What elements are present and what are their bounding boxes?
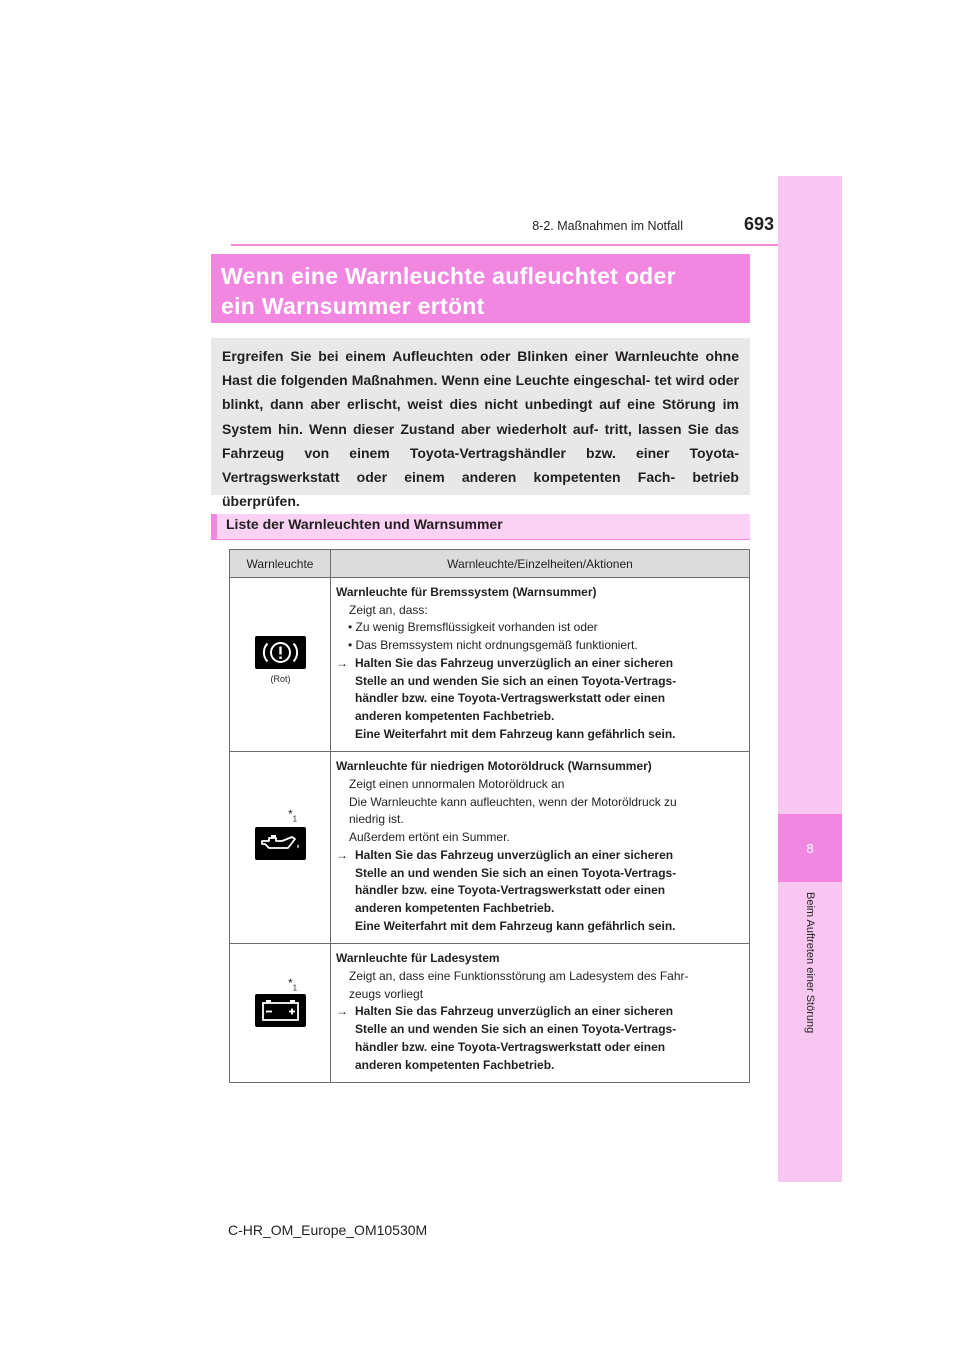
- intro-line: einer Toyota-Vertragswerkstatt oder einem anderen kompetenten Fach-: [222, 444, 739, 486]
- details-cell: [331, 578, 750, 752]
- chapter-title: Beim Auftreten einer Störung: [804, 892, 816, 1034]
- icon-cell: [230, 752, 331, 944]
- table-row: [230, 752, 750, 944]
- oil-pressure-icon: [255, 827, 306, 860]
- action-line: Stelle an und wenden Sie sich an einen Toyota-Vertrags-: [355, 1022, 677, 1037]
- bullet-text: Zu wenig Bremsflüssigkeit vorhanden ist oder: [355, 620, 598, 635]
- row-title: Warnleuchte für Bremssystem (Warnsummer): [336, 585, 597, 599]
- footnote-mark: $*_1$: [288, 807, 298, 824]
- action-line: → Halten Sie das Fahrzeug unverzüglich an einer sicheren: [336, 1003, 741, 1021]
- icon-cell: [230, 578, 331, 752]
- intro-line: eine Störung im System hin. Wenn dieser Zustand aber wiederholt auf-: [222, 396, 739, 437]
- warning-line: Eine Weiterfahrt mit dem Fahrzeug kann gefährlich sein.: [355, 726, 676, 741]
- arrow-right-icon: →: [336, 1004, 348, 1019]
- page-title-line-1: Wenn eine Warnleuchte aufleuchtet oder: [221, 263, 676, 289]
- row-detail: Die Warnleuchte kann aufleuchten, wenn der Motoröldruck zu: [349, 794, 677, 809]
- action-line: anderen kompetenten Fachbetrieb.: [355, 1057, 555, 1072]
- row-detail: Zeigt einen unnormalen Motoröldruck an: [349, 777, 565, 792]
- row-detail: Zeigt an, dass eine Funktionsstörung am Ladesystem des Fahr-: [349, 969, 689, 984]
- details-cell: [331, 944, 750, 1083]
- intro-line: tet wird oder blinkt, dann aber erlischt, weist dies nicht unbedingt auf: [222, 372, 739, 413]
- chapter-number: 8: [806, 840, 814, 856]
- action-line: Stelle an und wenden Sie sich an einen Toyota-Vertrags-: [355, 865, 677, 880]
- intro-text: [222, 344, 739, 513]
- battery-charging-icon: [255, 994, 306, 1027]
- action-line: → Halten Sie das Fahrzeug unverzüglich an einer sicheren: [336, 655, 741, 673]
- arrow-right-icon: →: [336, 655, 348, 670]
- list-subheading: Liste der Warnleuchten und Warnsummer: [211, 514, 750, 540]
- intro-line: Ergreifen Sie bei einem Aufleuchten oder Blinken einer Warnleuchte: [222, 348, 699, 364]
- chapter-side-tab: [778, 176, 842, 1182]
- intro-line: betrieb überprüfen.: [222, 469, 739, 510]
- bullet-text: Das Bremssystem nicht ordnungsgemäß funktioniert.: [355, 638, 638, 653]
- table-row: [230, 578, 750, 752]
- document-footer: C-HR_OM_Europe_OM10530M: [228, 1222, 428, 1238]
- row-detail: Zeigt an, dass:: [349, 602, 428, 617]
- chapter-number-block: [778, 814, 842, 882]
- page-title-box: [211, 254, 750, 323]
- table-header-row: [230, 550, 750, 578]
- icon-cell: [230, 944, 331, 1083]
- page-title: [221, 261, 740, 321]
- brake-warning-icon: [255, 636, 306, 669]
- row-title: Warnleuchte für niedrigen Motoröldruck (Warnsummer): [336, 759, 652, 774]
- footnote-mark: $*_1$: [288, 976, 298, 993]
- page-number: 693: [743, 214, 774, 234]
- details-cell: [331, 752, 750, 944]
- warning-light-table: [229, 549, 750, 1083]
- action-line: händler bzw. eine Toyota-Vertragswerkstatt oder einen: [355, 883, 666, 898]
- row-detail: zeugs vorliegt: [349, 986, 424, 1001]
- section-header: 8-2. Maßnahmen im Notfall: [532, 219, 683, 233]
- header-divider: [231, 244, 778, 246]
- warning-line: Eine Weiterfahrt mit dem Fahrzeug kann gefährlich sein.: [355, 918, 676, 933]
- column-header-light: Warnleuchte: [230, 550, 331, 578]
- page-title-line-2: ein Warnsummer ertönt: [221, 293, 485, 319]
- action-line: anderen kompetenten Fachbetrieb.: [355, 708, 555, 723]
- bullet-item: • Zu wenig Bremsflüssigkeit vorhanden ist oder: [348, 620, 598, 635]
- action-line: Stelle an und wenden Sie sich an einen Toyota-Vertrags-: [355, 673, 677, 688]
- action-line: händler bzw. eine Toyota-Vertragswerkstatt oder einen: [355, 1039, 666, 1054]
- row-title: Warnleuchte für Ladesystem: [336, 951, 500, 966]
- intro-line: tritt, lassen Sie das Fahrzeug von einem Toyota-Vertragshändler bzw.: [222, 420, 740, 461]
- row-detail: Außerdem ertönt ein Summer.: [349, 830, 510, 845]
- bullet-item: • Das Bremssystem nicht ordnungsgemäß funktioniert.: [348, 638, 638, 653]
- intro-line: ohne Hast die folgenden Maßnahmen. Wenn eine Leuchte eingeschal-: [222, 348, 739, 389]
- arrow-right-icon: →: [336, 847, 348, 862]
- row-detail: niedrig ist.: [349, 812, 404, 827]
- table-row: [230, 944, 750, 1083]
- action-line: → Halten Sie das Fahrzeug unverzüglich an einer sicheren: [336, 847, 741, 865]
- icon-color-label: (Rot): [270, 674, 291, 684]
- column-header-details: Warnleuchte/Einzelheiten/Aktionen: [331, 550, 750, 578]
- action-line: anderen kompetenten Fachbetrieb.: [355, 900, 555, 915]
- intro-box: [211, 338, 750, 510]
- action-line: händler bzw. eine Toyota-Vertragswerkstatt oder einen: [355, 691, 666, 706]
